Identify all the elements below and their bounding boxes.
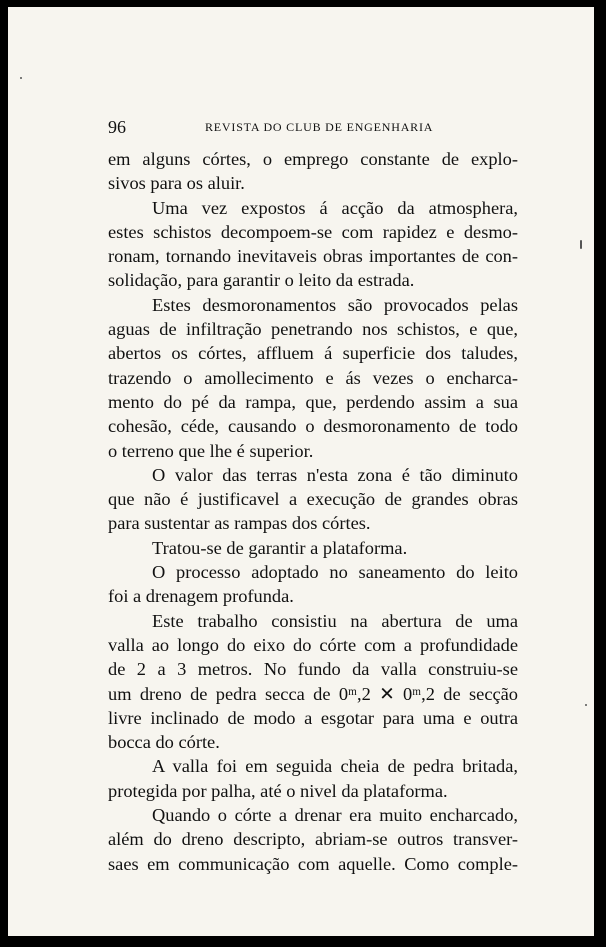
book-page [8,7,594,936]
text-line: mento do pé da rampa, que, perdendo assim a sua [108,391,518,412]
text-line: ronam, tornando inevitaveis obras importantes de con- [108,246,518,267]
text-line: o terreno que lhe é superior. [108,440,314,461]
text-line: Este trabalho consistiu na abertura de uma [152,610,518,631]
text-line: O valor das terras n'esta zona é tão diminuto [152,464,518,485]
text-line: trazendo o amollecimento e ás vezes o encharca- [108,367,518,388]
body-text [108,147,518,876]
page-number: 96 [108,117,126,137]
page-header [108,115,518,139]
text-line: Tratou-se de garantir a plataforma. [152,537,408,558]
text-line: de 2 a 3 metros. No fundo da valla construiu-se [108,659,518,680]
running-title: REVISTA DO CLUB DE ENGENHARIA [205,120,434,134]
text-line: livre inclinado de modo a esgotar para uma e outra [108,707,518,728]
text-line: protegida por palha, até o nivel da plataforma. [108,780,448,801]
text-line: além do dreno descripto, abriam-se outros transver- [108,829,518,850]
text-line: Estes desmoronamentos são provocados pelas [152,294,518,315]
text-line: em alguns córtes, o emprego constante de explo- [108,149,518,169]
text-line: estes schistos decompoem-se com rapidez e desmo- [108,221,518,242]
text-line: Uma vez expostos á acção da atmosphera, [152,197,518,218]
text-line: valla ao longo do eixo do córte com a profundidade [108,634,518,655]
text-line: sivos para os aluir. [108,173,245,194]
text-line: Quando o córte a drenar era muito encharcado, [152,805,518,826]
text-line: foi a drenagem profunda. [108,586,294,607]
text-line: A valla foi em seguida cheia de pedra britada, [152,756,518,777]
text-line: abertos os córtes, affluem á superficie dos taludes, [108,343,518,364]
paper-speck [20,77,22,79]
text-line: um dreno de pedra secca de 0ᵐ,2 ✕ 0ᵐ,2 de secção [108,683,518,704]
text-line: aguas de infiltração penetrando nos schistos, e que, [108,319,518,340]
text-line: O processo adoptado no saneamento do leito [152,562,518,583]
text-line: solidação, para garantir o leito da estrada. [108,270,415,291]
text-line: que não é justificavel a execução de grandes obras [108,489,518,510]
text-line: saes em communicação com aquelle. Como comple- [108,853,518,874]
paper-speck [580,240,582,249]
text-line: para sustentar as rampas dos córtes. [108,513,371,534]
text-line: cohesão, céde, causando o desmoronamento de todo [108,416,518,437]
text-line: bocca do córte. [108,732,220,753]
paper-speck [585,704,587,706]
